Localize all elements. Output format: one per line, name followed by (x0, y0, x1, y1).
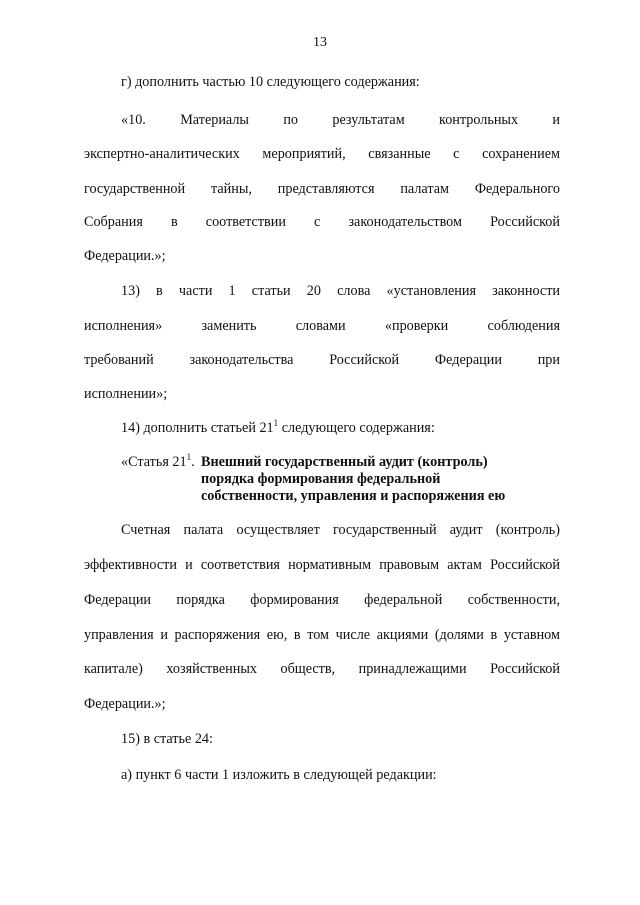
paragraph-line: экспертно-аналитических мероприятий, связанные с сохранением (84, 146, 560, 162)
paragraph-line: 15) в статье 24: (121, 731, 213, 747)
paragraph-line: исполнения» заменить словами «проверки соблюдения (84, 318, 560, 334)
paragraph-line: 13) в части 1 статьи 20 слова «установления законности (121, 283, 560, 299)
article-title-line: Внешний государственный аудит (контроль) (201, 454, 488, 470)
item-14-superscript: 1 (273, 418, 279, 428)
paragraph-line: эффективности и соответствия нормативным правовым актам Российской (84, 557, 560, 573)
paragraph-line: требований законодательства Российской Федерации при (84, 352, 560, 368)
article-dot: . (191, 454, 195, 470)
article-superscript: 1 (186, 452, 192, 462)
paragraph-line: Федерации.»; (84, 248, 166, 264)
article-title-line: собственности, управления и распоряжения ею (201, 488, 506, 504)
paragraph-line: а) пункт 6 части 1 изложить в следующей редакции: (121, 767, 437, 783)
paragraph-line: г) дополнить частью 10 следующего содержания: (121, 74, 420, 90)
article-prefix: «Статья 21 (121, 454, 187, 470)
paragraph-line: исполнении»; (84, 386, 168, 402)
item-14-line (121, 418, 560, 438)
item-14-text: 14) дополнить статьей 21 (121, 420, 274, 436)
paragraph-line: Счетная палата осуществляет государственный аудит (контроль) (121, 522, 560, 538)
paragraph-line: Федерации.»; (84, 696, 166, 712)
paragraph-line: капитале) хозяйственных обществ, принадлежащими Российской (84, 661, 560, 677)
paragraph-line: Федерации порядка формирования федеральной собственности, (84, 592, 560, 608)
paragraph-line: управления и распоряжения ею, в том числе акциями (долями в уставном (84, 627, 560, 643)
article-heading (121, 454, 195, 470)
paragraph-line: государственной тайны, представляются палатам Федерального (84, 181, 560, 197)
paragraph-line: Собрания в соответствии с законодательством Российской (84, 214, 560, 230)
page-number: 13 (313, 35, 327, 50)
item-14-text-end: следующего содержания: (278, 420, 435, 436)
article-title-line: порядка формирования федеральной (201, 471, 441, 487)
article-title (201, 454, 505, 505)
paragraph-line: «10. Материалы по результатам контрольных и (121, 112, 560, 128)
